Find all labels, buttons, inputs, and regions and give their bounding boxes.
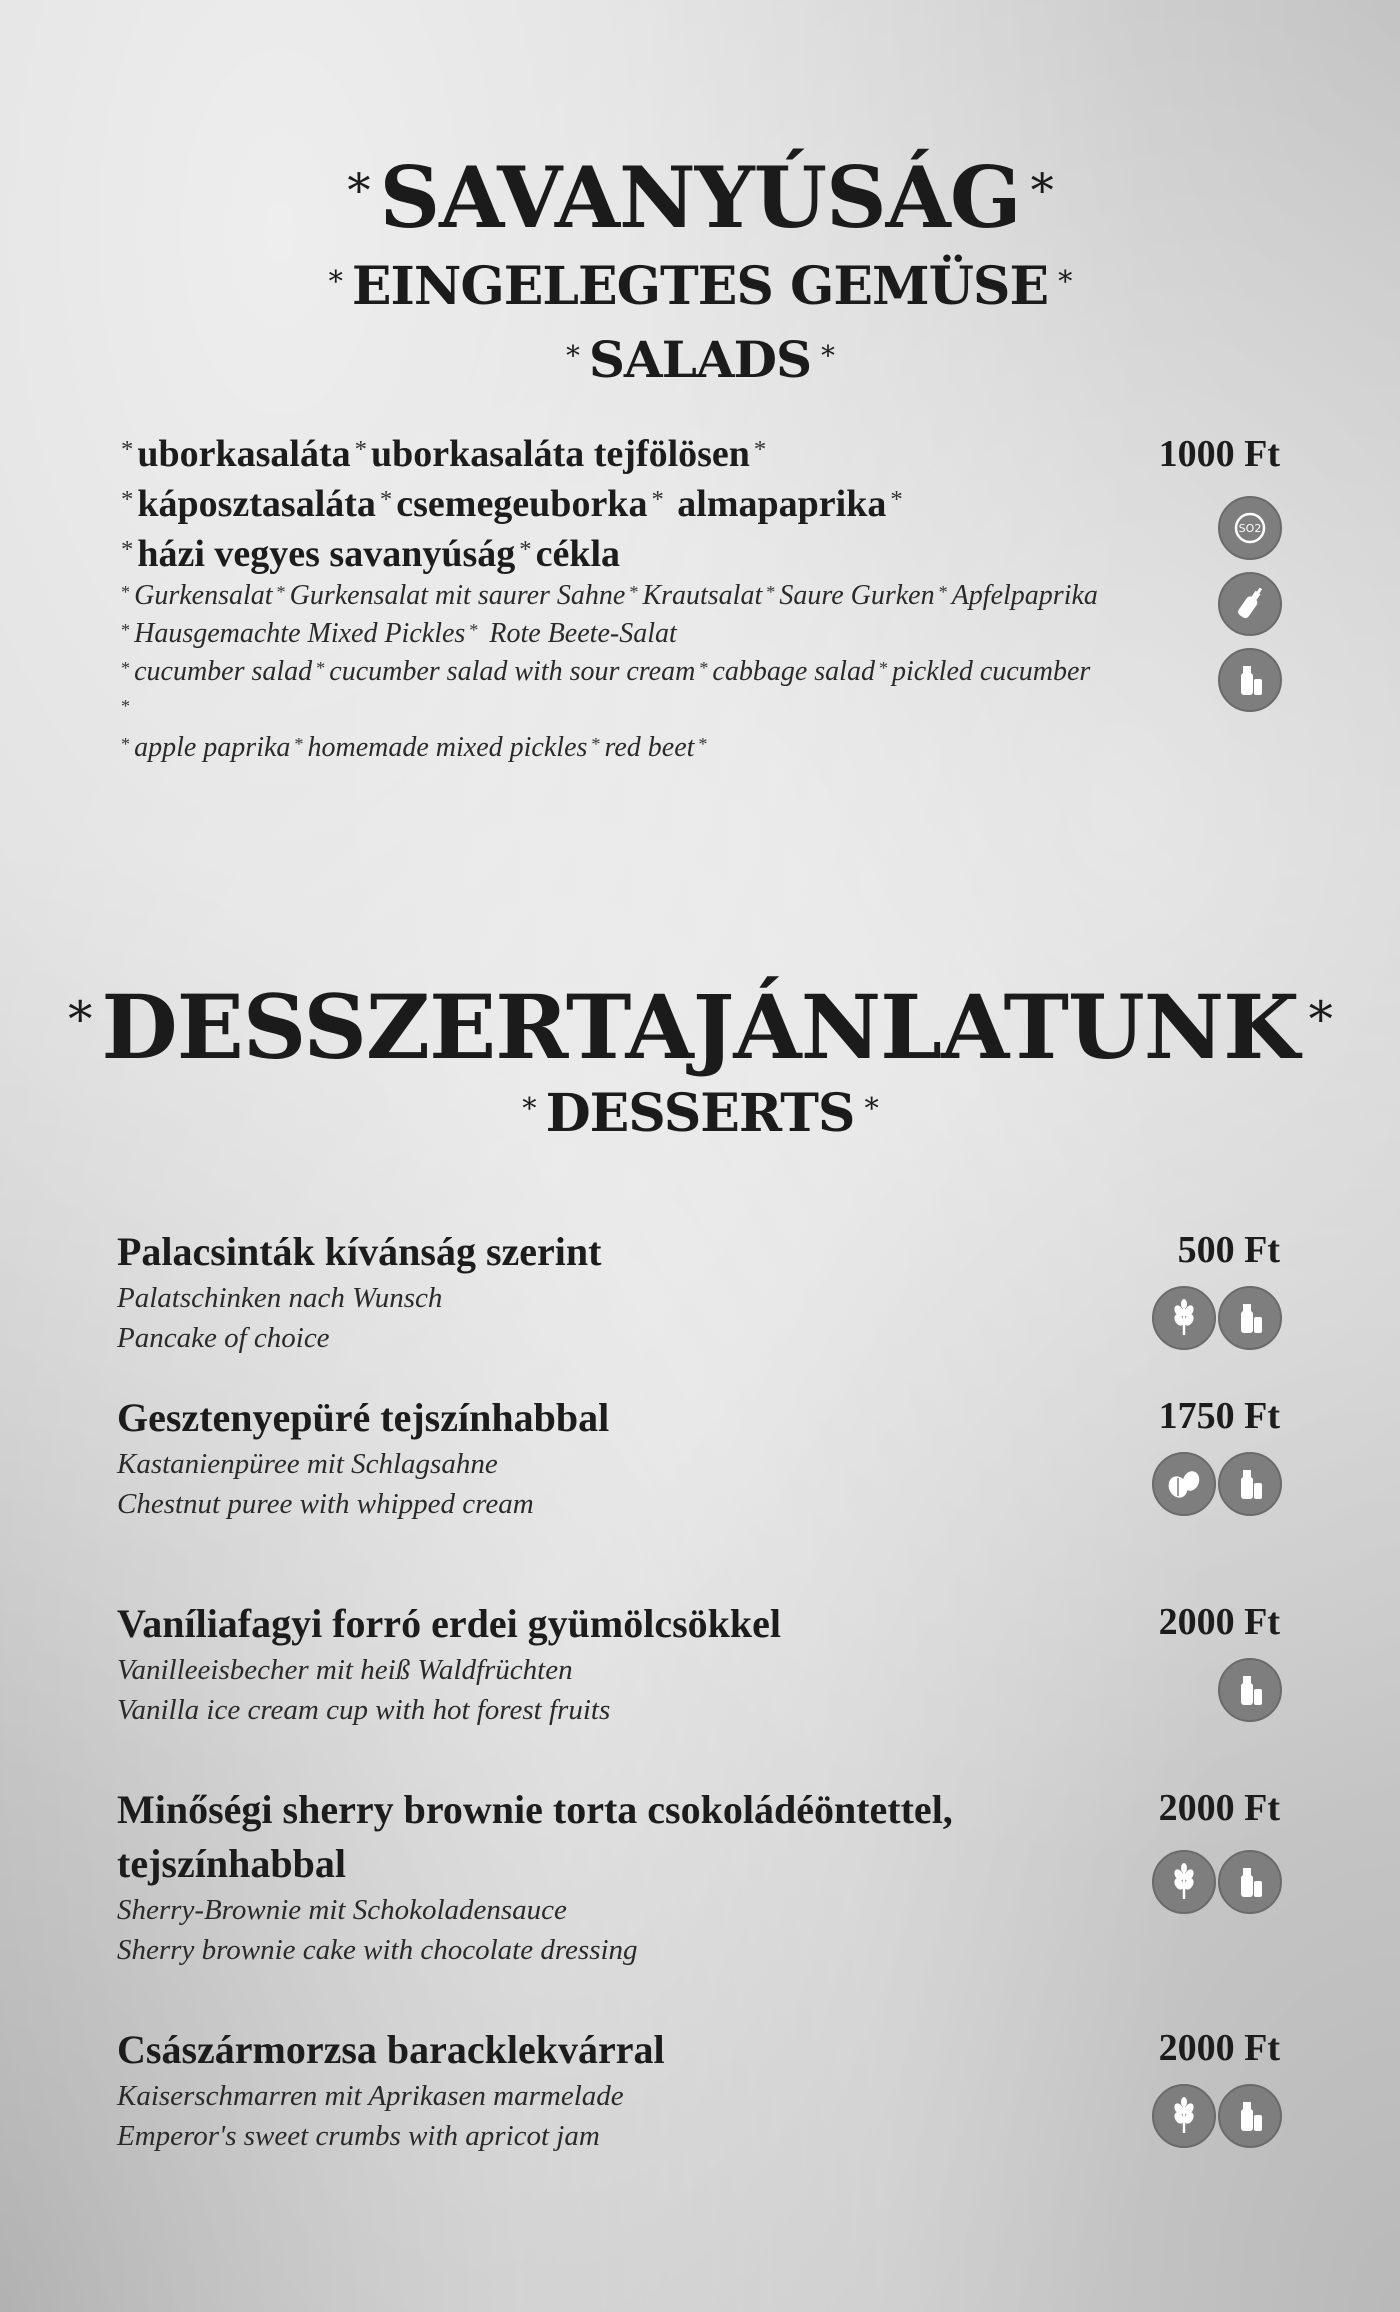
mustard-icon — [1218, 572, 1282, 636]
dessert-price: 1750 Ft — [1158, 1395, 1280, 1437]
dessert-name-line-2: tejszínhabbal — [117, 1841, 346, 1886]
milk-icon — [1218, 1850, 1282, 1914]
dessert-name-line-1: Minőségi sherry brownie torta csokoládéöntettel, — [117, 1787, 953, 1832]
dessert-en: Vanilla ice cream cup with hot forest fruits — [117, 1694, 611, 1726]
section-subtitle-en: * SALADS * — [566, 330, 834, 389]
gluten-icon — [1152, 2084, 1216, 2148]
dessert-name: Palacsinták kívánság szerint — [117, 1229, 602, 1274]
section-subtitle-desserts: * DESSERTS * — [522, 1083, 878, 1144]
salad-en-line-2: * apple paprika * homemade mixed pickles * red beet * — [121, 732, 708, 763]
dessert-de: Vanilleeisbecher mit heiß Waldfrüchten — [117, 1654, 573, 1686]
salad-hu-line-3: * házi vegyes savanyúság * cékla — [121, 533, 621, 575]
milk-icon — [1218, 648, 1282, 712]
section-title-desszert: * DESSZERTAJÁNLATUNK * — [68, 975, 1332, 1079]
gluten-icon — [1152, 1286, 1216, 1350]
dessert-price: 2000 Ft — [1158, 1601, 1280, 1643]
nuts-icon — [1152, 1452, 1216, 1516]
salad-hu-line-2: * káposztasaláta * csemegeuborka * almapaprika * — [121, 483, 903, 525]
milk-icon — [1218, 1452, 1282, 1516]
dessert-name: Gesztenyepüré tejszínhabbal — [117, 1395, 610, 1440]
dessert-name: Császármorzsa baracklekvárral — [117, 2027, 665, 2072]
salad-de-line-1: * Gurkensalat * Gurkensalat mit saurer Sahne * Krautsalat * Saure Gurken * Apfelpaprika — [121, 580, 1098, 611]
svg-text:SO2: SO2 — [1238, 522, 1262, 535]
dessert-price: 2000 Ft — [1158, 2027, 1280, 2069]
milk-icon — [1218, 2084, 1282, 2148]
milk-icon — [1218, 1286, 1282, 1350]
dessert-price: 2000 Ft — [1158, 1787, 1280, 1829]
dessert-en: Emperor's sweet crumbs with apricot jam — [117, 2120, 600, 2152]
dessert-price: 500 Ft — [1177, 1229, 1280, 1271]
sulphite-icon — [1218, 496, 1282, 560]
salad-de-line-2: * Hausgemachte Mixed Pickles * Rote Beete-Salat — [121, 618, 677, 649]
salad-hu-line-1: * uborkasaláta * uborkasaláta tejfölösen * — [121, 433, 767, 475]
section-subtitle-de: * EINGELEGTES GEMÜSE * — [328, 256, 1072, 317]
dessert-de: Sherry-Brownie mit Schokoladensauce — [117, 1894, 567, 1926]
salad-en-line-star: * — [121, 695, 131, 716]
section-title-savanyusag: * SAVANYÚSÁG * — [347, 148, 1053, 247]
gluten-icon — [1152, 1850, 1216, 1914]
salad-price: 1000 Ft — [1158, 433, 1280, 475]
dessert-en: Pancake of choice — [117, 1322, 330, 1354]
dessert-de: Palatschinken nach Wunsch — [117, 1282, 443, 1314]
milk-icon — [1218, 1658, 1282, 1722]
salad-en-line-1: * cucumber salad * cucumber salad with sour cream * cabbage salad * pickled cucumber — [121, 656, 1091, 687]
dessert-de: Kastanienpüree mit Schlagsahne — [117, 1448, 498, 1480]
dessert-en: Chestnut puree with whipped cream — [117, 1488, 534, 1520]
dessert-en: Sherry brownie cake with chocolate dressing — [117, 1934, 638, 1966]
dessert-de: Kaiserschmarren mit Aprikasen marmelade — [117, 2080, 624, 2112]
dessert-name: Vaníliafagyi forró erdei gyümölcsökkel — [117, 1601, 782, 1646]
